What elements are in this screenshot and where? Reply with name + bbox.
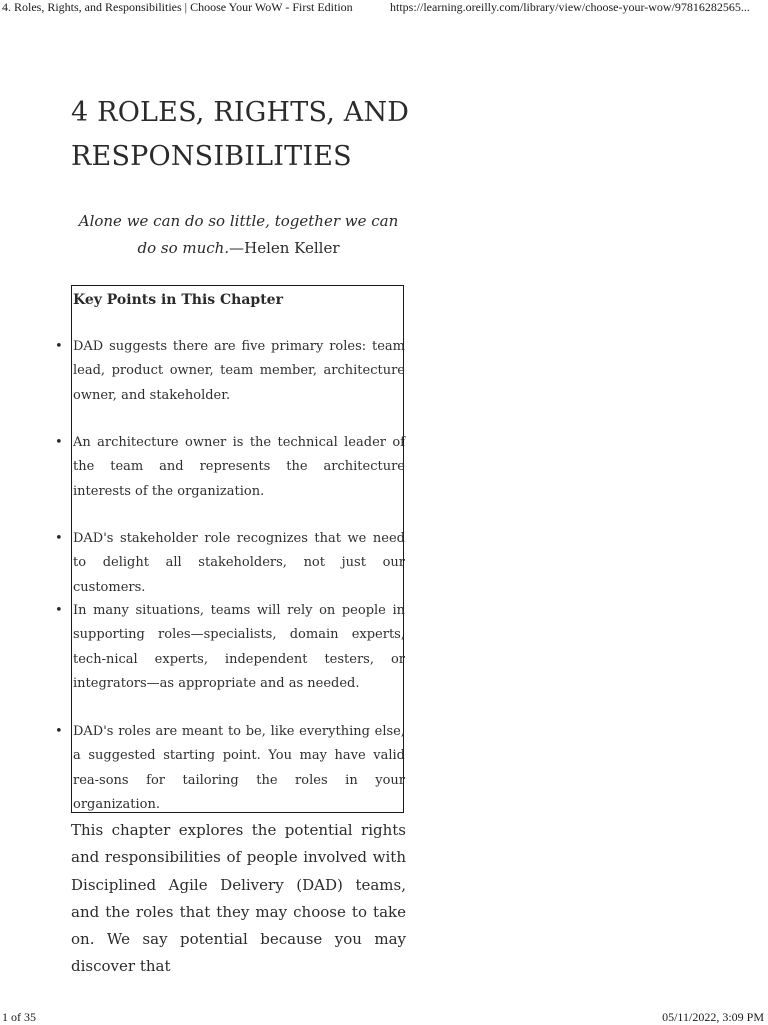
key-points-heading: Key Points in This Chapter [73, 292, 283, 308]
key-point-text: An architecture owner is the technical leader of the team and represents the architecture interests of the organization. [73, 435, 405, 499]
print-header [0, 0, 768, 18]
bullet-icon: • [55, 531, 63, 546]
key-point-item [55, 599, 405, 696]
print-page-url: https://learning.oreilly.com/library/view/choose-your-wow/97816282565... [390, 0, 750, 14]
key-points-box [55, 285, 405, 813]
epigraph-quote: Alone we can do so little, together we can do so much. [78, 212, 399, 257]
key-point-item [55, 720, 405, 817]
chapter-title: 4 ROLES, RIGHTS, AND RESPONSIBILITIES [71, 97, 410, 172]
page-number: 1 of 35 [2, 1010, 36, 1024]
bullet-icon: • [55, 435, 63, 450]
body-paragraph: This chapter explores the potential rights and responsibilities of people involved with Disciplined Agile Delivery (DAD) teams, and the roles that they may choose to take on. We say potential because you may discover that [71, 821, 406, 976]
bullet-icon: • [55, 724, 63, 739]
key-point-text: DAD's roles are meant to be, like everything else, a suggested starting point. You may have valid rea-sons for tailoring the roles in your organization. [73, 724, 405, 812]
key-point-item [55, 431, 405, 504]
epigraph-attribution: —Helen Keller [229, 239, 340, 257]
epigraph [71, 208, 406, 262]
print-page-title: 4. Roles, Rights, and Responsibilities | Choose Your WoW - First Edition [2, 0, 353, 14]
key-point-text: In many situations, teams will rely on people in supporting roles—specialists, domain experts, tech-nical experts, independent testers, or integrators—as appropriate and as needed. [73, 603, 405, 691]
print-footer [0, 1008, 768, 1024]
bullet-icon: • [55, 339, 63, 354]
key-point-text: DAD's stakeholder role recognizes that we need to delight all stakeholders, not just our customers. [73, 531, 405, 595]
key-point-text: DAD suggests there are five primary roles: team lead, product owner, team member, architecture owner, and stakeholder. [73, 339, 405, 403]
print-datetime: 05/11/2022, 3:09 PM [662, 1010, 764, 1024]
key-point-item [55, 527, 405, 600]
bullet-icon: • [55, 603, 63, 618]
key-point-item [55, 335, 405, 408]
